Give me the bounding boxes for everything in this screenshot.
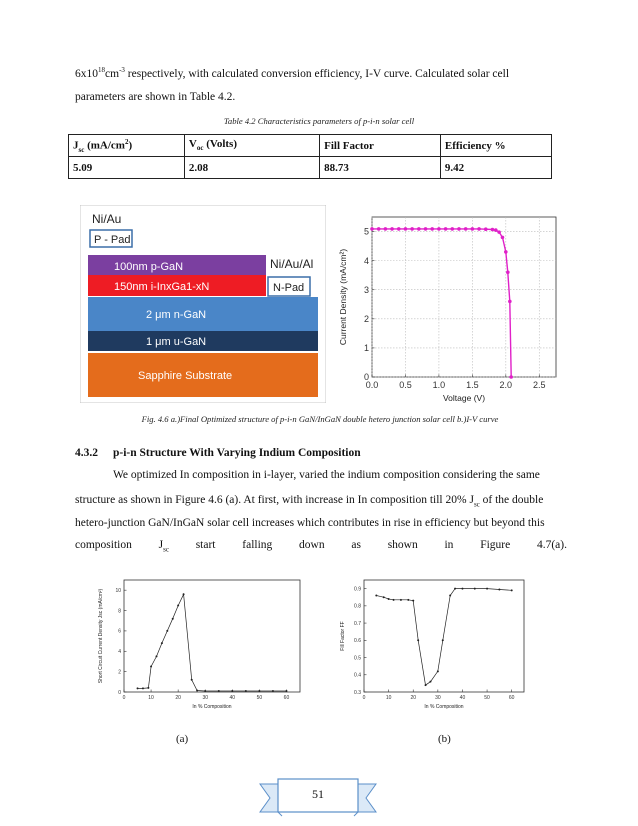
y-tick-label: 0.7 <box>354 620 361 627</box>
p-pad-label: P - Pad <box>94 234 131 246</box>
body-line-3: hetero-junction GaN/InGaN solar cell increases which contributes in rise in efficiency but beyond this <box>75 517 545 529</box>
x-tick-label: 10 <box>148 695 154 701</box>
data-point <box>424 227 428 231</box>
data-point <box>196 689 198 691</box>
plot-frame <box>124 580 300 692</box>
y-axis-label: Current Density (mA/cm²) <box>338 248 348 346</box>
y-tick-label: 1 <box>363 343 369 354</box>
data-point <box>449 595 451 597</box>
header-fill-factor: Fill Factor <box>320 135 441 157</box>
data-point <box>166 630 168 632</box>
x-tick-label: 40 <box>229 695 236 701</box>
data-point <box>491 228 495 232</box>
x-tick-label: 2.5 <box>533 380 546 390</box>
x-tick-label: 20 <box>410 695 417 701</box>
intro-text: 6x10 <box>75 67 98 80</box>
cell-efficiency: 9.42 <box>440 157 551 179</box>
intro-exponent: 18 <box>98 66 105 74</box>
body-line-4: composition $J_{sc}$ start falling down as shown in Figure 4.7(a). <box>75 539 567 554</box>
data-point <box>437 227 441 231</box>
data-point <box>457 227 461 231</box>
data-point <box>388 598 390 600</box>
data-point <box>511 589 513 591</box>
section-title: p-i-n Structure With Varying Indium Composition <box>113 447 361 459</box>
x-tick-label: 1.5 <box>466 380 479 390</box>
layer-label: 2 μm n-GaN <box>146 309 207 321</box>
header-efficiency: Efficiency % <box>440 135 551 157</box>
data-point <box>383 596 385 598</box>
data-point <box>417 227 421 231</box>
layer-label: 150nm i-InxGa1-xN <box>114 281 210 293</box>
x-tick-label: 50 <box>484 695 490 701</box>
data-point <box>437 670 439 672</box>
section-number: 4.3.2 <box>75 447 98 459</box>
body-line-2: structure as shown in Figure 4.6 (a). At first, with increase in In composition till 20% $J_{sc}$ of the double <box>75 494 544 509</box>
device-structure-figure <box>80 205 326 403</box>
intro-line-2: parameters are shown in Table 4.2. <box>75 91 236 103</box>
n-pad-label: N-Pad <box>273 282 305 294</box>
x-tick-label: 1.0 <box>432 380 446 390</box>
x-tick-label: 2.0 <box>499 380 513 390</box>
x-tick-label: 40 <box>459 695 466 701</box>
intro-text-rest: respectively, with calculated conversion efficiency, I-V curve. Calculated solar cell <box>124 67 510 80</box>
y-axis-label: Short Circuit Current Density Jsc (mA/cm²) <box>98 588 104 684</box>
subfigure-label-b: (b) <box>438 733 451 745</box>
ff-vs-composition-chart <box>334 574 530 722</box>
data-point <box>450 227 454 231</box>
y-tick-label: 5 <box>363 226 369 237</box>
data-point <box>137 687 139 689</box>
x-axis-label: In % Composition <box>192 704 232 710</box>
jsc-vs-composition-chart <box>92 574 306 722</box>
data-point <box>425 684 427 686</box>
x-tick-label: 0 <box>362 695 366 701</box>
data-point <box>375 595 377 597</box>
x-tick-label: 10 <box>385 695 392 701</box>
y-tick-label: 0.9 <box>354 586 361 593</box>
series-line <box>376 589 511 686</box>
data-point <box>150 666 152 668</box>
table-caption: Table 4.2 Characteristics parameters of p-i-n solar cell <box>223 116 415 126</box>
data-point <box>377 227 381 231</box>
x-tick-label: 0.0 <box>365 380 379 390</box>
data-point <box>272 690 274 692</box>
page-number: 51 <box>312 787 324 801</box>
data-point <box>397 227 401 231</box>
series-line <box>372 229 511 377</box>
data-point <box>285 690 287 692</box>
data-point <box>417 639 419 641</box>
data-point <box>370 227 374 231</box>
table-header-row <box>69 135 552 157</box>
data-point <box>245 690 247 692</box>
y-tick-label: 0.8 <box>354 603 361 610</box>
data-point <box>430 227 434 231</box>
intro-unit-exponent: -3 <box>119 66 125 74</box>
data-point <box>393 599 395 601</box>
data-point <box>147 687 149 689</box>
data-point <box>142 687 144 689</box>
y-tick-label: 0 <box>118 689 121 696</box>
electrode-top-label: Ni/Au <box>92 212 122 226</box>
layer-label: 1 μm u-GaN <box>146 336 207 348</box>
data-point <box>497 230 501 234</box>
page-number-scroll <box>258 776 378 818</box>
data-point <box>177 604 179 606</box>
y-tick-label: 0.3 <box>354 689 361 696</box>
subfigure-label-a: (a) <box>176 733 189 745</box>
data-point <box>464 227 468 231</box>
data-point <box>231 690 233 692</box>
data-point <box>508 300 512 304</box>
body-line-1: We optimized In composition in i-layer, varied the indium composition considering the same <box>113 469 540 481</box>
x-tick-label: 20 <box>175 695 181 701</box>
data-point <box>191 679 193 681</box>
data-point <box>429 681 431 683</box>
data-point <box>477 227 481 231</box>
data-point <box>404 227 408 231</box>
x-tick-label: 30 <box>202 695 209 701</box>
data-point <box>400 599 402 601</box>
iv-curve-chart <box>334 205 566 403</box>
data-point <box>390 227 394 231</box>
cell-jsc: 5.09 <box>69 157 185 179</box>
cell-voc: 2.08 <box>184 157 319 179</box>
table-row <box>69 157 552 179</box>
series-line <box>138 594 287 691</box>
data-point <box>498 588 500 590</box>
data-point <box>161 642 163 644</box>
x-tick-label: 0 <box>122 695 126 701</box>
data-point <box>172 618 174 620</box>
cell-fill-factor: 88.73 <box>320 157 441 179</box>
data-point <box>410 227 414 231</box>
x-tick-label: 60 <box>508 695 515 701</box>
x-tick-label: 0.5 <box>399 380 412 390</box>
y-tick-label: 4 <box>363 255 369 266</box>
data-point <box>204 690 206 692</box>
y-tick-label: 8 <box>118 608 121 615</box>
y-tick-label: 2 <box>118 669 121 676</box>
data-point <box>504 250 508 254</box>
x-axis-label: Voltage (V) <box>442 393 486 403</box>
y-tick-label: 6 <box>118 628 121 635</box>
layer-label: 100nm p-GaN <box>114 261 184 273</box>
plot-frame <box>364 580 524 692</box>
header-jsc: $J_{sc}$ $(mA/cm^2)$ <box>69 135 185 157</box>
y-axis-label: Fill Factor FF <box>340 621 346 651</box>
plot-frame <box>372 217 556 377</box>
data-point <box>501 236 505 240</box>
layer-label: Sapphire Substrate <box>138 370 233 382</box>
y-tick-label: 0.5 <box>354 655 361 662</box>
electrode-right-label: Ni/Au/Al <box>270 257 314 271</box>
data-point <box>471 227 475 231</box>
intro-unit: cm <box>105 67 120 80</box>
header-voc: $V_{oc}$ (Volts) <box>184 135 319 157</box>
y-tick-label: 10 <box>115 587 121 594</box>
data-point <box>183 593 185 595</box>
data-point <box>155 655 157 657</box>
x-axis-label: In % Composition <box>424 704 464 710</box>
y-tick-label: 2 <box>363 313 369 324</box>
y-tick-label: 0.6 <box>354 638 361 645</box>
figure-4-6-caption: Fig. 4.6 a.)Final Optimized structure of p-i-n GaN/InGaN double hetero junction solar cell b.)I-V curve <box>141 414 499 424</box>
data-point <box>218 690 220 692</box>
y-tick-label: 0.4 <box>354 672 361 679</box>
data-point <box>484 227 488 231</box>
data-point <box>474 588 476 590</box>
parameters-table <box>68 134 552 179</box>
x-tick-label: 30 <box>435 695 441 701</box>
data-point <box>407 599 409 601</box>
y-tick-label: 0 <box>363 372 369 383</box>
x-tick-label: 50 <box>256 695 263 701</box>
data-point <box>461 588 463 590</box>
data-point <box>442 639 444 641</box>
y-tick-label: 4 <box>118 649 121 656</box>
data-point <box>454 588 456 590</box>
data-point <box>384 227 388 231</box>
data-point <box>486 588 488 590</box>
data-point <box>506 270 510 274</box>
x-tick-label: 60 <box>283 695 290 701</box>
data-point <box>258 690 260 692</box>
intro-line-1 <box>75 58 567 87</box>
y-tick-label: 3 <box>363 284 369 295</box>
data-point <box>412 600 414 602</box>
data-point <box>494 228 498 232</box>
data-point <box>509 375 513 379</box>
data-point <box>444 227 448 231</box>
